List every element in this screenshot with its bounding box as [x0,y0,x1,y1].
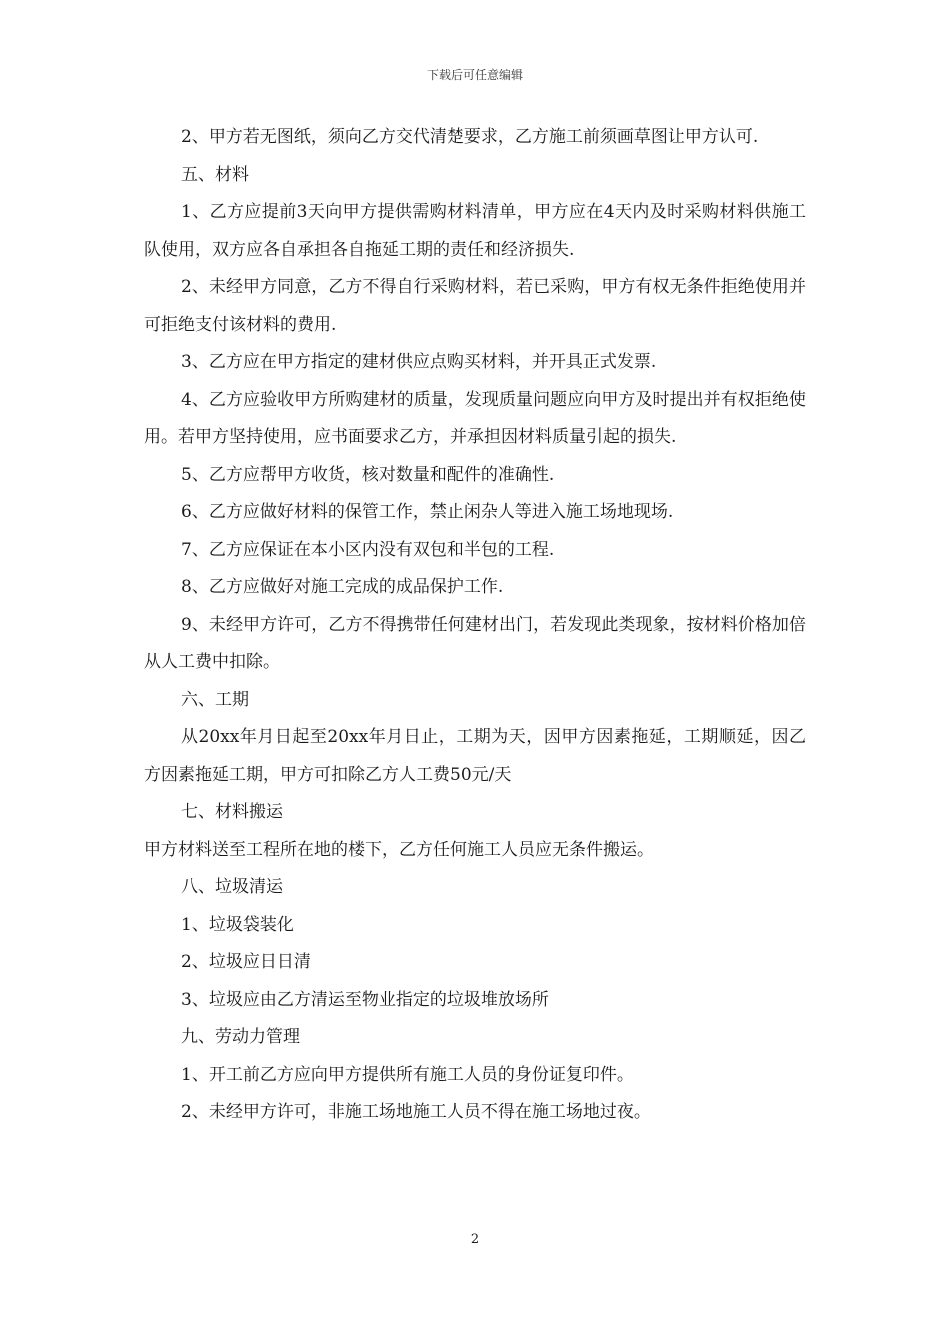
section-heading-materials: 五、材料 [181,164,249,185]
paragraph-material-storage: 6、乙方应做好材料的保管工作，禁止闲杂人等进入施工场地现场. [181,502,674,522]
paragraph-drawings-requirement: 2、甲方若无图纸，须向乙方交代清楚要求，乙方施工前须画草图让甲方认可. [181,127,759,147]
page-header: 下载后可任意编辑 [426,68,523,82]
paragraph-worker-id-copies: 1、开工前乙方应向甲方提供所有施工人员的身份证复印件。 [181,1064,634,1085]
paragraph-no-removal: 9、未经甲方许可，乙方不得携带任何建材出门，若发现此类现象，按材料价格加倍从人工费中扣除。 [144,614,806,672]
page-number: 2 [470,1232,480,1247]
paragraph-schedule-terms: 从20xx年月日起至20xx年月日止，工期为天，因甲方因素拖延，工期顺延，因乙方因素拖延工期，甲方可扣除乙方人工费50元/天 [144,727,806,785]
paragraph-designated-supplier: 3、乙方应在甲方指定的建材供应点购买材料，并开具正式发票. [181,352,657,372]
paragraph-no-subcontract: 7、乙方应保证在本小区内没有双包和半包的工程. [181,539,555,560]
section-heading-waste-removal: 八、垃圾清运 [181,877,283,897]
section-heading-schedule: 六、工期 [181,689,249,710]
paragraph-quality-inspection: 4、乙方应验收甲方所购建材的质量，发现质量问题应向甲方及时提出并有权拒绝使用。若甲方坚持使用，应书面要求乙方，并承担因材料质量引起的损失. [144,389,806,447]
paragraph-no-self-purchase: 2、未经甲方同意，乙方不得自行采购材料，若已采购，甲方有权无条件拒绝使用并可拒绝支付该材料的费用. [144,277,806,335]
paragraph-waste-bagged: 1、垃圾袋装化 [181,914,294,935]
section-heading-material-transport: 七、材料搬运 [181,802,283,822]
paragraph-no-overnight-stay: 2、未经甲方许可，非施工场地施工人员不得在施工场地过夜。 [181,1102,651,1122]
paragraph-waste-daily: 2、垃圾应日日清 [181,952,311,972]
document-body [144,119,806,1132]
paragraph-waste-designated-site: 3、垃圾应由乙方清运至物业指定的垃圾堆放场所 [181,989,549,1010]
paragraph-receive-goods: 5、乙方应帮甲方收货，核对数量和配件的准确性. [181,464,555,485]
paragraph-transport-terms: 甲方材料送至工程所在地的楼下，乙方任何施工人员应无条件搬运。 [144,839,654,860]
section-heading-labor-management: 九、劳动力管理 [181,1027,300,1047]
paragraph-material-list: 1、乙方应提前3天向甲方提供需购材料清单，甲方应在4天内及时采购材料供施工队使用，双方应各自承担各自拖延工期的责任和经济损失. [144,202,806,260]
paragraph-finished-protection: 8、乙方应做好对施工完成的成品保护工作. [181,577,504,597]
